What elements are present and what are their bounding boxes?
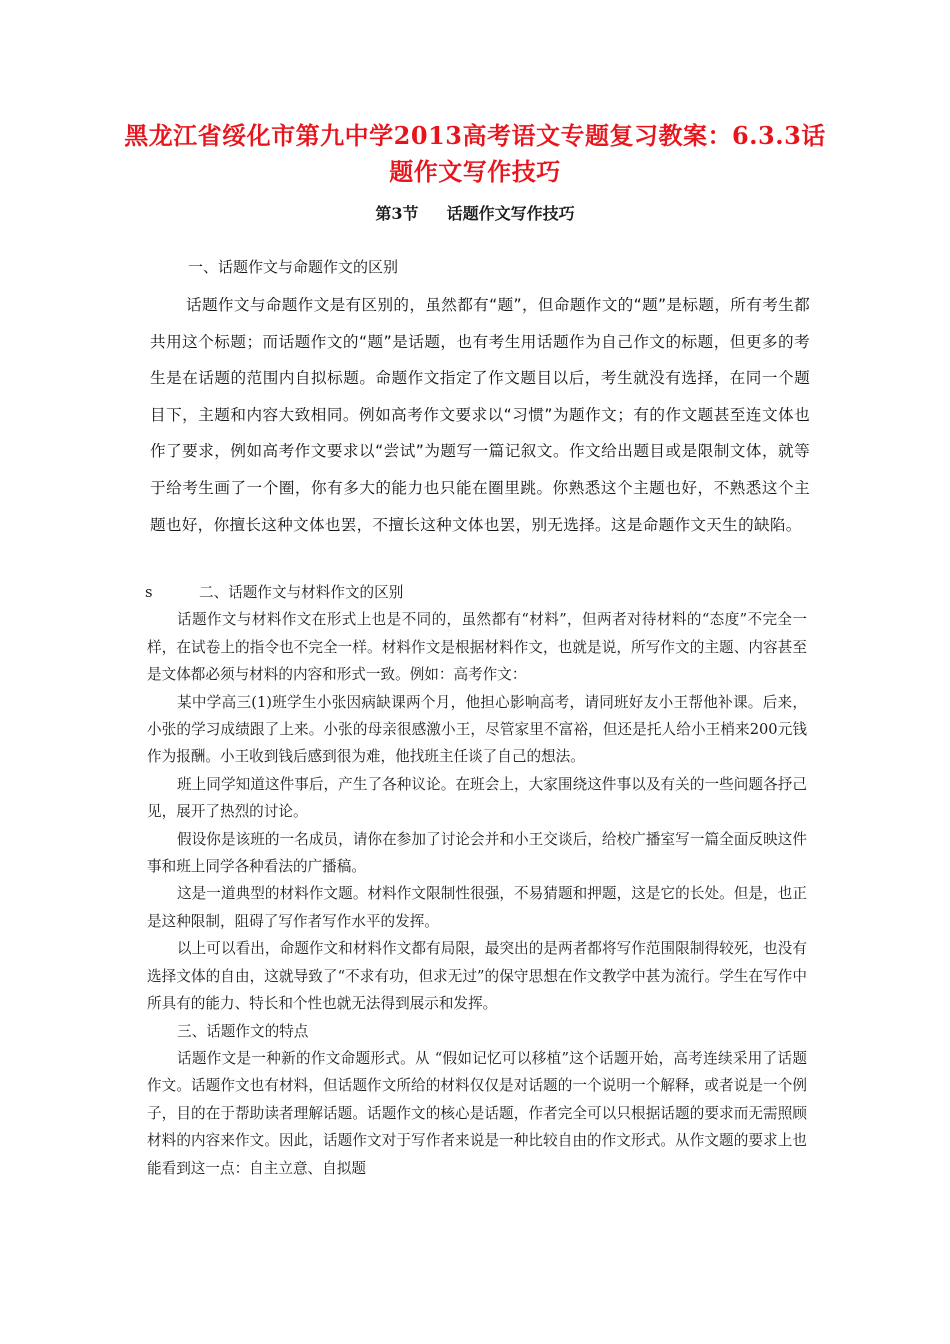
paragraph: 这是一道典型的材料作文题。材料作文限制性很强，不易猜题和押题，这是它的长处。但是，也正是这种限制，阻碍了写作者写作水平的发挥。 [147, 885, 807, 930]
part1-paragraph: 话题作文与命题作文是有区别的，虽然都有“题”，但命题作文的“题”是标题，所有考生都共用这个标题；而话题作文的“题”是话题，也有考生用话题作为自己作文的标题，但更多的考生是在话题的范围内自拟标题。命题作文指定了作文题目以后，考生就没有选择，在同一个题目下，主题和内容大致相同。例如高考作文要求以“习惯”为题作文；有的作文题甚至连文体也作了要求，例如高考作文要求以“尝试”为题写一篇记叙文。作文给出题目或是限制文体，就等于给考生画了一个圈，你有多大的能力也只能在圈里跳。你熟悉这个主题也好，不熟悉这个主题也好，你擅长这种文体也罢，不擅长这种文体也罢，别无选择。这是命题作文天生的缺陷。 [150, 296, 810, 534]
stray-character: s [145, 584, 153, 601]
paragraph: 班上同学知道这件事后，产生了各种议论。在班会上，大家围绕这件事以及有关的一些问题各抒己见，展开了热烈的讨论。 [147, 775, 807, 821]
document-title: 黑龙江省绥化市第九中学2013高考语文专题复习教案：6.3.3话题作文写作技巧 [124, 121, 826, 186]
scanned-text-block [150, 255, 810, 543]
paragraph: 某中学高三(1)班学生小张因病缺课两个月，他担心影响高考，请同班好友小王帮他补课。后来，小张的学习成绩跟了上来。小张的母亲很感激小王，尽管家里不富裕，但还是托人给小王梢来200元钱作为报酬。小王收到钱后感到很为难，他找班主任谈了自己的想法。 [147, 693, 807, 766]
section-heading [0, 201, 950, 224]
paragraph: 假设你是该班的一名成员，请你在参加了讨论会并和小王交谈后，给校广播室写一篇全面反映这件事和班上同学各种看法的广播稿。 [147, 830, 807, 876]
part3-heading: 三、话题作文的特点 [177, 1022, 309, 1040]
paragraph: 以上可以看出，命题作文和材料作文都有局限，最突出的是两者都将写作范围限制得较死，也没有选择文体的自由，这就导致了“不求有功，但求无过”的保守思想在作文教学中甚为流行。学生在写作中所具有的能力、特长和个性也就无法得到展示和发挥。 [147, 940, 807, 1013]
part2-heading: 二、话题作文与材料作文的区别 [199, 584, 404, 601]
part1-heading: 一、话题作文与命题作文的区别 [188, 258, 399, 276]
section-label: 第3节 [375, 204, 419, 223]
paragraph: 话题作文是一种新的作文命题形式。从 “假如记忆可以移植”这个话题开始，高考连续采用了话题作文。话题作文也有材料，但话题作文所给的材料仅仅是对话题的一个说明一个解释，或者说是一个例子，目的在于帮助读者理解话题。话题作文的核心是话题，作者完全可以只根据话题的要求而无需照顾材料的内容来作文。因此，话题作文对于写作者来说是一种比较自由的作文形式。从作文题的要求上也能看到这一点：自主立意、自拟题 [147, 1049, 807, 1177]
paragraph: 话题作文与材料作文在形式上也是不同的，虽然都有“材料”，但两者对待材料的“态度”不完全一样，在试卷上的指令也不完全一样。材料作文是根据材料作文，也就是说，所写作文的主题、内容甚至是文体都必须与材料的内容和形式一致。例如：高考作文： [147, 611, 807, 684]
section-name: 话题作文写作技巧 [446, 204, 575, 223]
document-body [147, 579, 807, 1182]
